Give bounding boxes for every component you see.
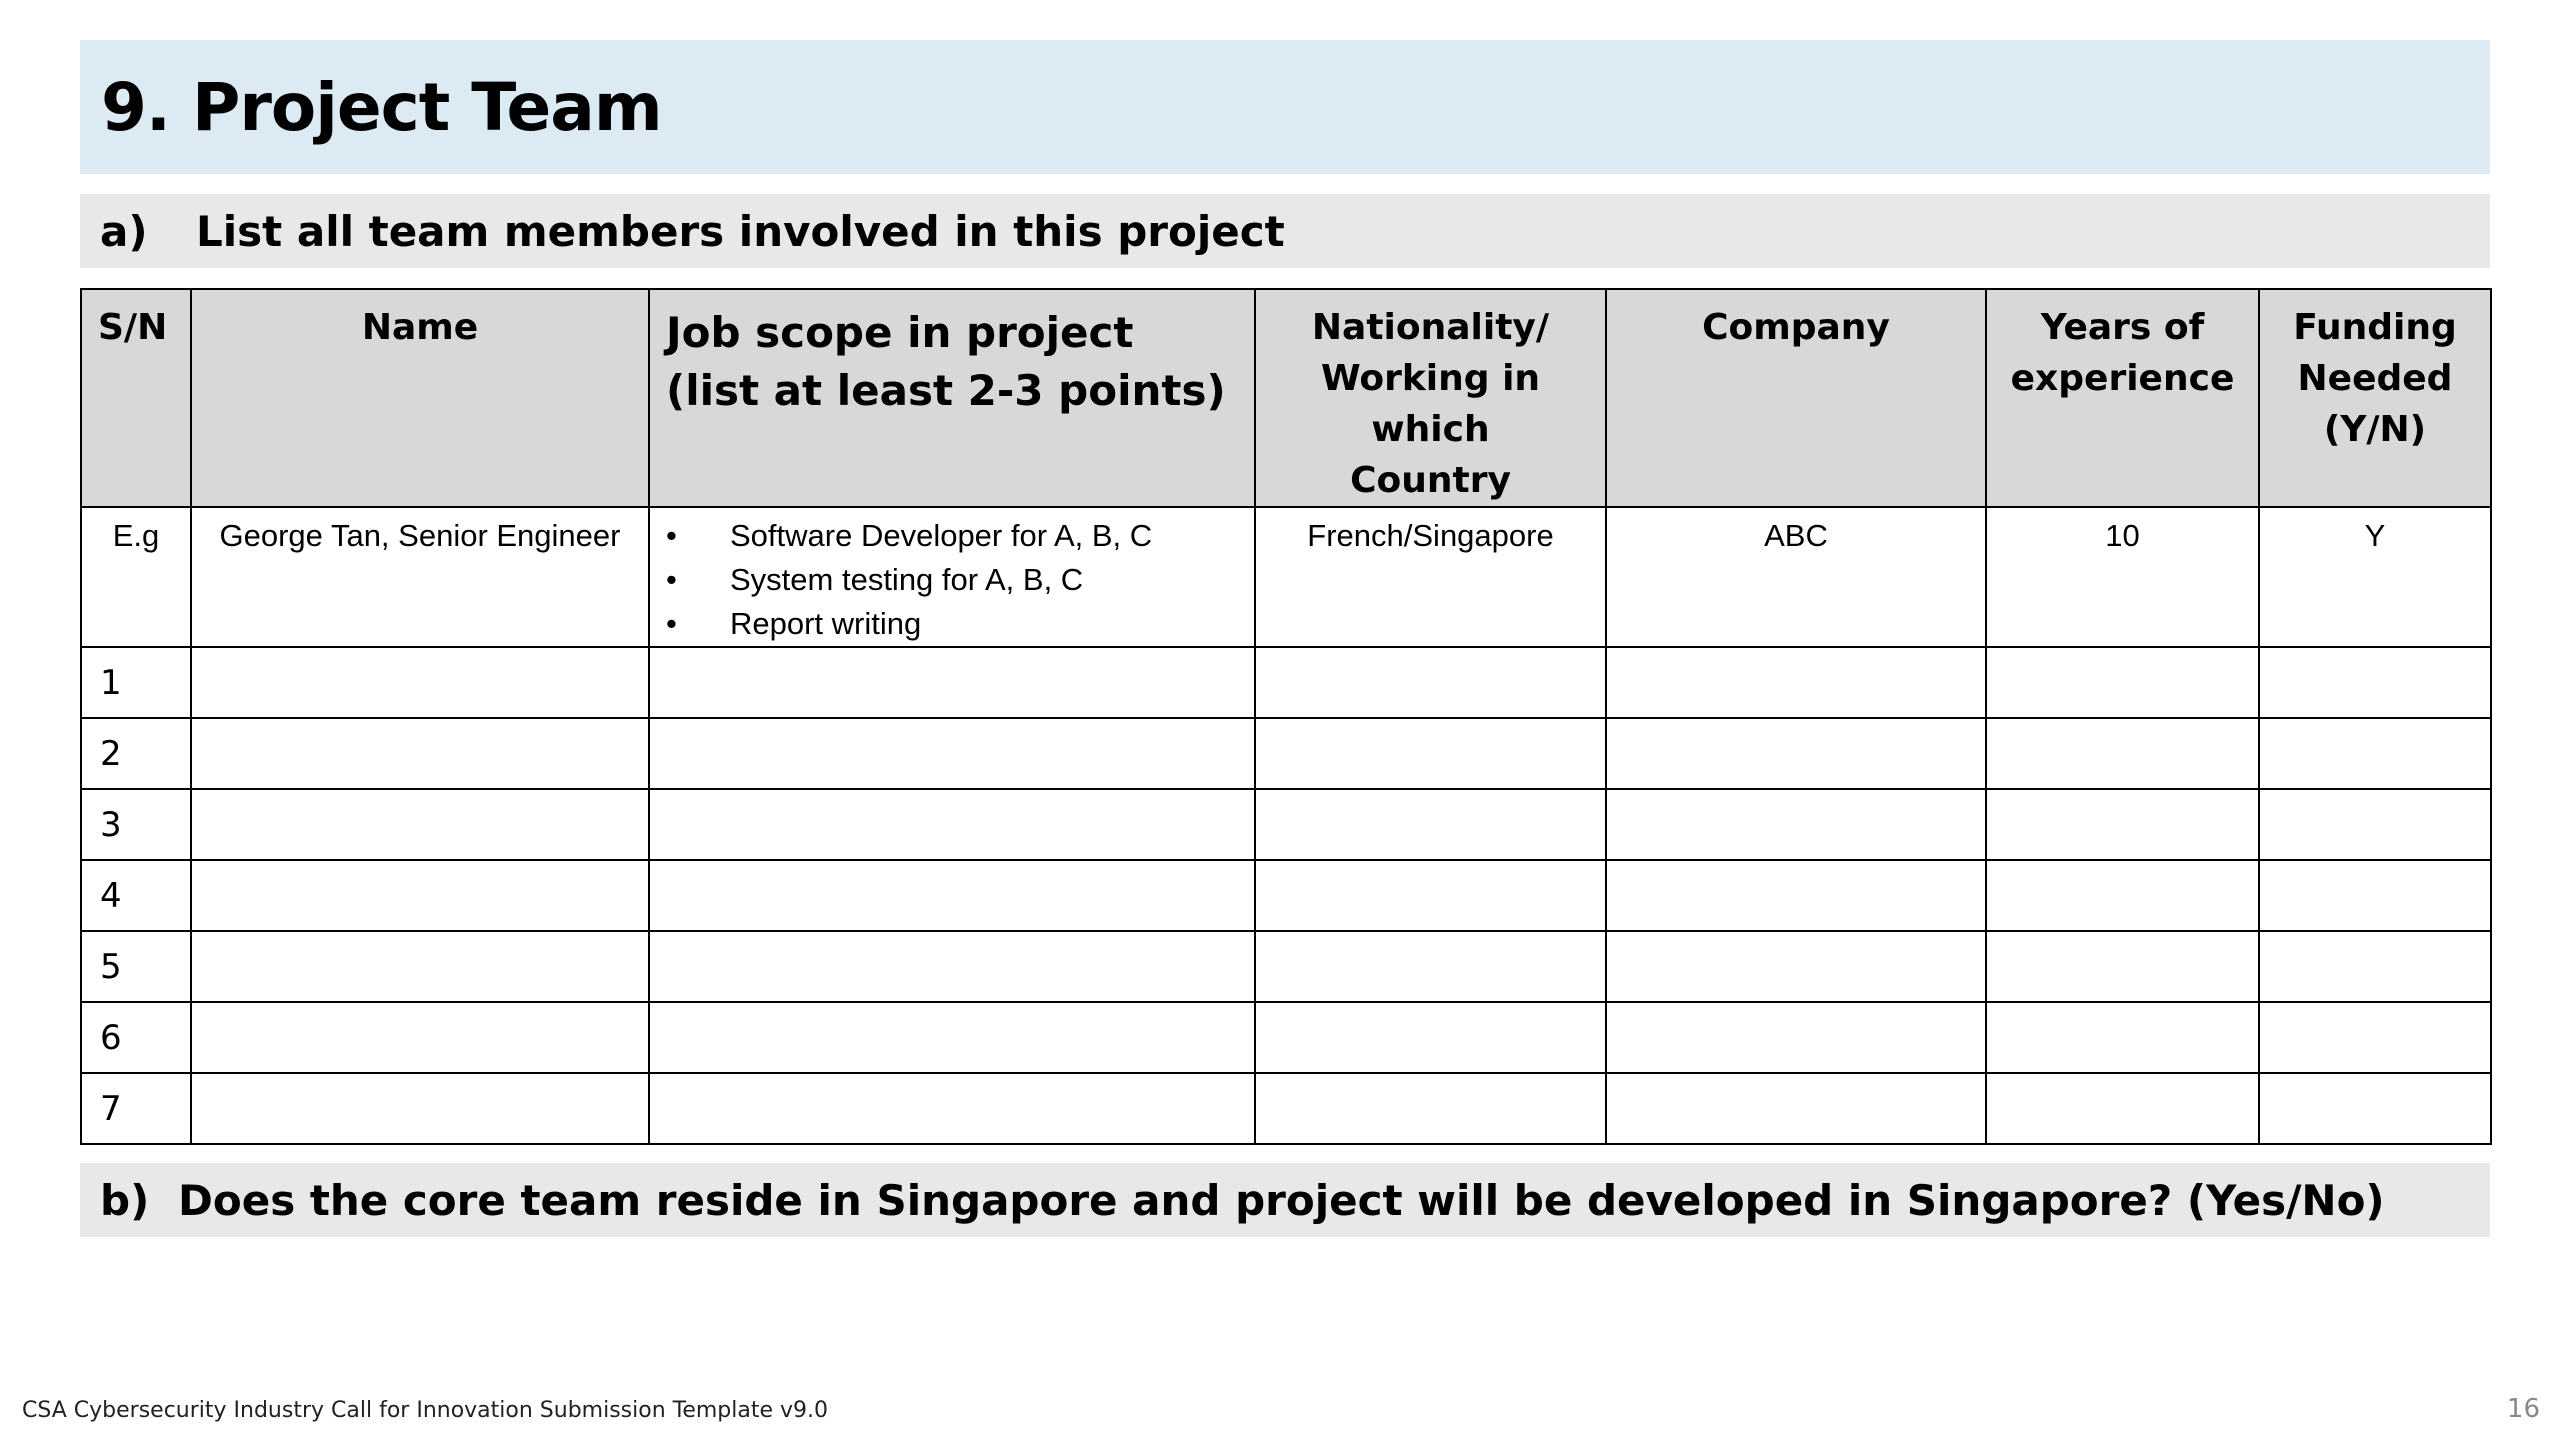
- company-cell[interactable]: [1606, 1073, 1986, 1144]
- section-b-marker: b): [100, 1175, 150, 1225]
- funding-cell[interactable]: [2259, 647, 2491, 718]
- header-funding-line3: (Y/N): [2323, 409, 2427, 450]
- row-number: 3: [81, 789, 191, 860]
- years-cell[interactable]: [1986, 718, 2259, 789]
- table-row: [81, 931, 2491, 1002]
- example-years: 10: [1986, 507, 2259, 647]
- funding-cell[interactable]: [2259, 789, 2491, 860]
- list-item: [660, 514, 1244, 558]
- table-row: [81, 860, 2491, 931]
- name-cell[interactable]: [191, 1002, 649, 1073]
- bullet-icon: •: [666, 606, 677, 641]
- nationality-cell[interactable]: [1255, 1002, 1606, 1073]
- job-scope-cell[interactable]: [649, 1073, 1255, 1144]
- header-funding: [2259, 289, 2491, 507]
- table-row: [81, 647, 2491, 718]
- nationality-cell[interactable]: [1255, 647, 1606, 718]
- list-item: [660, 558, 1244, 602]
- header-company-label: Company: [1702, 307, 1890, 348]
- name-cell[interactable]: [191, 1073, 649, 1144]
- header-years: [1986, 289, 2259, 507]
- job-point-text: Software Developer for A, B, C: [730, 518, 1153, 553]
- job-scope-cell[interactable]: [649, 789, 1255, 860]
- section-a-heading: [80, 194, 2490, 268]
- example-nationality: French/Singapore: [1255, 507, 1606, 647]
- nationality-cell[interactable]: [1255, 860, 1606, 931]
- section-a-marker: a): [100, 206, 148, 256]
- years-cell[interactable]: [1986, 1002, 2259, 1073]
- page-title: 9. Project Team: [101, 68, 662, 146]
- header-name-label: Name: [361, 307, 479, 348]
- years-cell[interactable]: [1986, 931, 2259, 1002]
- footer-text: CSA Cybersecurity Industry Call for Innovation Submission Template v9.0: [22, 1398, 829, 1423]
- row-number: 2: [81, 718, 191, 789]
- example-job-scope: [649, 507, 1255, 647]
- company-cell[interactable]: [1606, 789, 1986, 860]
- nationality-cell[interactable]: [1255, 718, 1606, 789]
- table-row: [81, 1002, 2491, 1073]
- header-years-line2: experience: [2010, 358, 2235, 399]
- job-scope-cell[interactable]: [649, 718, 1255, 789]
- header-job-line2: (list at least 2-3 points): [666, 366, 1226, 415]
- company-cell[interactable]: [1606, 718, 1986, 789]
- header-funding-line1: Funding: [2293, 307, 2457, 348]
- table-row: [81, 1073, 2491, 1144]
- row-number: 4: [81, 860, 191, 931]
- project-team-table: [80, 288, 2492, 1145]
- page-number: 16: [2506, 1394, 2540, 1424]
- example-company: ABC: [1606, 507, 1986, 647]
- example-name: George Tan, Senior Engineer: [191, 507, 649, 647]
- years-cell[interactable]: [1986, 647, 2259, 718]
- header-nationality-line2: Working in which: [1320, 358, 1541, 450]
- header-nationality-line1: Nationality/: [1311, 307, 1550, 348]
- funding-cell[interactable]: [2259, 1073, 2491, 1144]
- table-header-row: [81, 289, 2491, 507]
- name-cell[interactable]: [191, 789, 649, 860]
- name-cell[interactable]: [191, 718, 649, 789]
- example-sn: E.g: [81, 507, 191, 647]
- years-cell[interactable]: [1986, 860, 2259, 931]
- header-funding-line2: Needed: [2297, 358, 2453, 399]
- job-scope-cell[interactable]: [649, 1002, 1255, 1073]
- header-nationality: [1255, 289, 1606, 507]
- row-number: 7: [81, 1073, 191, 1144]
- funding-cell[interactable]: [2259, 860, 2491, 931]
- job-scope-cell[interactable]: [649, 647, 1255, 718]
- job-scope-cell[interactable]: [649, 931, 1255, 1002]
- job-point-text: System testing for A, B, C: [730, 562, 1084, 597]
- table-row: [81, 718, 2491, 789]
- nationality-cell[interactable]: [1255, 1073, 1606, 1144]
- funding-cell[interactable]: [2259, 718, 2491, 789]
- row-number: 1: [81, 647, 191, 718]
- example-row: [81, 507, 2491, 647]
- name-cell[interactable]: [191, 860, 649, 931]
- company-cell[interactable]: [1606, 931, 1986, 1002]
- years-cell[interactable]: [1986, 1073, 2259, 1144]
- bullet-icon: •: [666, 518, 677, 553]
- title-bar: [80, 40, 2490, 174]
- header-sn: [81, 289, 191, 507]
- funding-cell[interactable]: [2259, 931, 2491, 1002]
- header-sn-label: S/N: [98, 307, 168, 348]
- header-company: [1606, 289, 1986, 507]
- row-number: 5: [81, 931, 191, 1002]
- nationality-cell[interactable]: [1255, 789, 1606, 860]
- header-job-scope: [649, 289, 1255, 507]
- company-cell[interactable]: [1606, 1002, 1986, 1073]
- header-nationality-line3: Country: [1350, 460, 1511, 501]
- years-cell[interactable]: [1986, 789, 2259, 860]
- section-a-text: List all team members involved in this project: [196, 206, 1285, 256]
- header-years-line1: Years of: [2040, 307, 2205, 348]
- job-point-text: Report writing: [730, 606, 922, 641]
- table-row: [81, 789, 2491, 860]
- funding-cell[interactable]: [2259, 1002, 2491, 1073]
- header-job-line1: Job scope in project: [666, 308, 1134, 357]
- row-number: 6: [81, 1002, 191, 1073]
- company-cell[interactable]: [1606, 647, 1986, 718]
- bullet-icon: •: [666, 562, 677, 597]
- job-scope-list: [660, 514, 1244, 646]
- list-item: [660, 602, 1244, 646]
- company-cell[interactable]: [1606, 860, 1986, 931]
- example-funding: Y: [2259, 507, 2491, 647]
- section-b-heading: [80, 1163, 2490, 1237]
- name-cell[interactable]: [191, 647, 649, 718]
- job-scope-cell[interactable]: [649, 860, 1255, 931]
- header-name: [191, 289, 649, 507]
- section-b-text: Does the core team reside in Singapore and project will be developed in Singapore? (Yes/No): [178, 1175, 2385, 1225]
- name-cell[interactable]: [191, 931, 649, 1002]
- nationality-cell[interactable]: [1255, 931, 1606, 1002]
